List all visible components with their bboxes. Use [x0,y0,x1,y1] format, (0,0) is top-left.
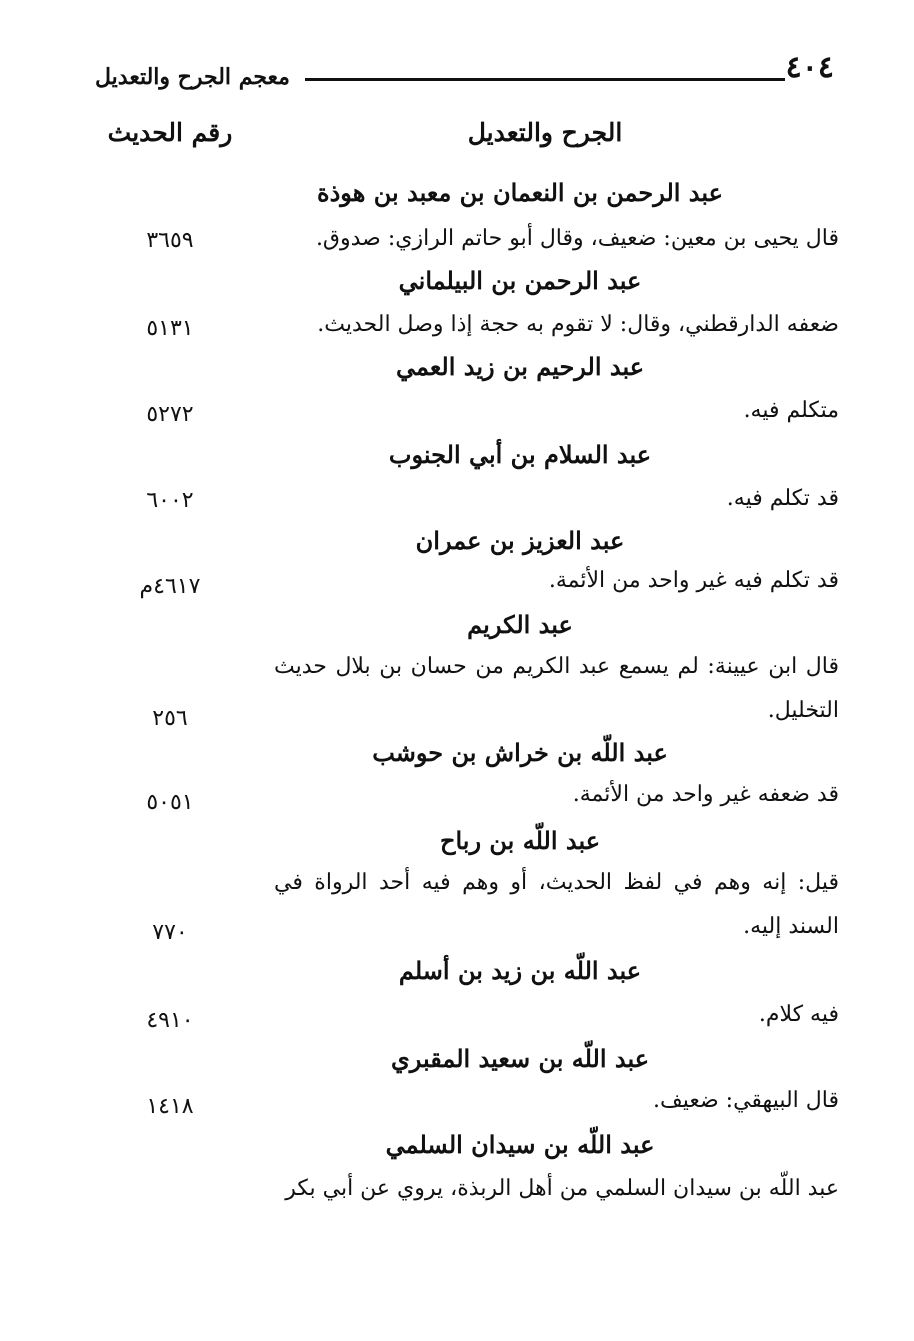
grading-text: قال ابن عيينة: لم يسمع عبد الكريم من حسان بن بلال حديث [274,654,839,679]
hadith-number: ٤٩١٠ [146,1008,194,1033]
hadith-number: ٦٠٠٢ [146,488,194,513]
grading-text: السند إليه. [743,914,839,939]
narrator-name: عبد العزيز بن عمران [415,526,625,555]
narrator-name: عبد اللّه بن سعيد المقبري [390,1044,650,1073]
narrator-name: عبد اللّه بن سيدان السلمي [385,1130,655,1159]
grading-text: التخليل. [767,698,839,723]
column-heading-hadith-number: رقم الحديث [107,118,233,147]
book-title: معجم الجرح والتعديل [95,64,290,90]
narrator-name: عبد الرحمن بن البيلماني [398,266,642,295]
grading-text: قد تكلم فيه. [726,486,839,511]
grading-text: ضعفه الدارقطني، وقال: لا تقوم به حجة إذا وصل الحديث. [317,312,839,337]
narrator-name: عبد اللّه بن خراش بن حوشب [372,738,668,767]
hadith-number: ٤٦١٧م [139,574,201,599]
grading-text: فيه كلام. [758,1002,839,1027]
grading-text: قد ضعفه غير واحد من الأئمة. [572,782,839,807]
hadith-number: ٢٥٦ [152,706,188,731]
grading-text: قال يحيى بن معين: ضعيف، وقال أبو حاتم الرازي: صدوق. [315,226,839,251]
grading-text: متكلم فيه. [743,398,839,423]
narrator-name: عبد الرحيم بن زيد العمي [395,352,645,381]
grading-text: قال البيهقي: ضعيف. [652,1088,839,1113]
hadith-number: ٥٢٧٢ [146,402,194,427]
hadith-number: ٧٧٠ [152,920,188,945]
hadith-number: ٣٦٥٩ [146,228,194,253]
narrator-name: عبد الكريم [467,610,573,639]
hadith-number: ٥٠٥١ [146,790,194,815]
grading-text: عبد اللّه بن سيدان السلمي من أهل الربذة، يروي عن أبي بكر [285,1176,839,1201]
hadith-number: ٥١٣١ [146,316,194,341]
narrator-name: عبد اللّه بن زيد بن أسلم [398,956,642,985]
narrator-name: عبد السلام بن أبي الجنوب [388,440,652,469]
hadith-number: ١٤١٨ [146,1094,194,1119]
page-number: ٤٠٤ [785,50,834,85]
narrator-name: عبد اللّه بن رباح [439,826,601,855]
grading-text: قد تكلم فيه غير واحد من الأئمة. [548,568,839,593]
narrator-name: عبد الرحمن بن النعمان بن معبد بن هوذة [317,178,723,207]
column-heading-grading: الجرح والتعديل [467,118,623,147]
header-rule [305,78,785,81]
grading-text: قيل: إنه وهم في لفظ الحديث، أو وهم فيه أحد الرواة في [274,870,839,895]
